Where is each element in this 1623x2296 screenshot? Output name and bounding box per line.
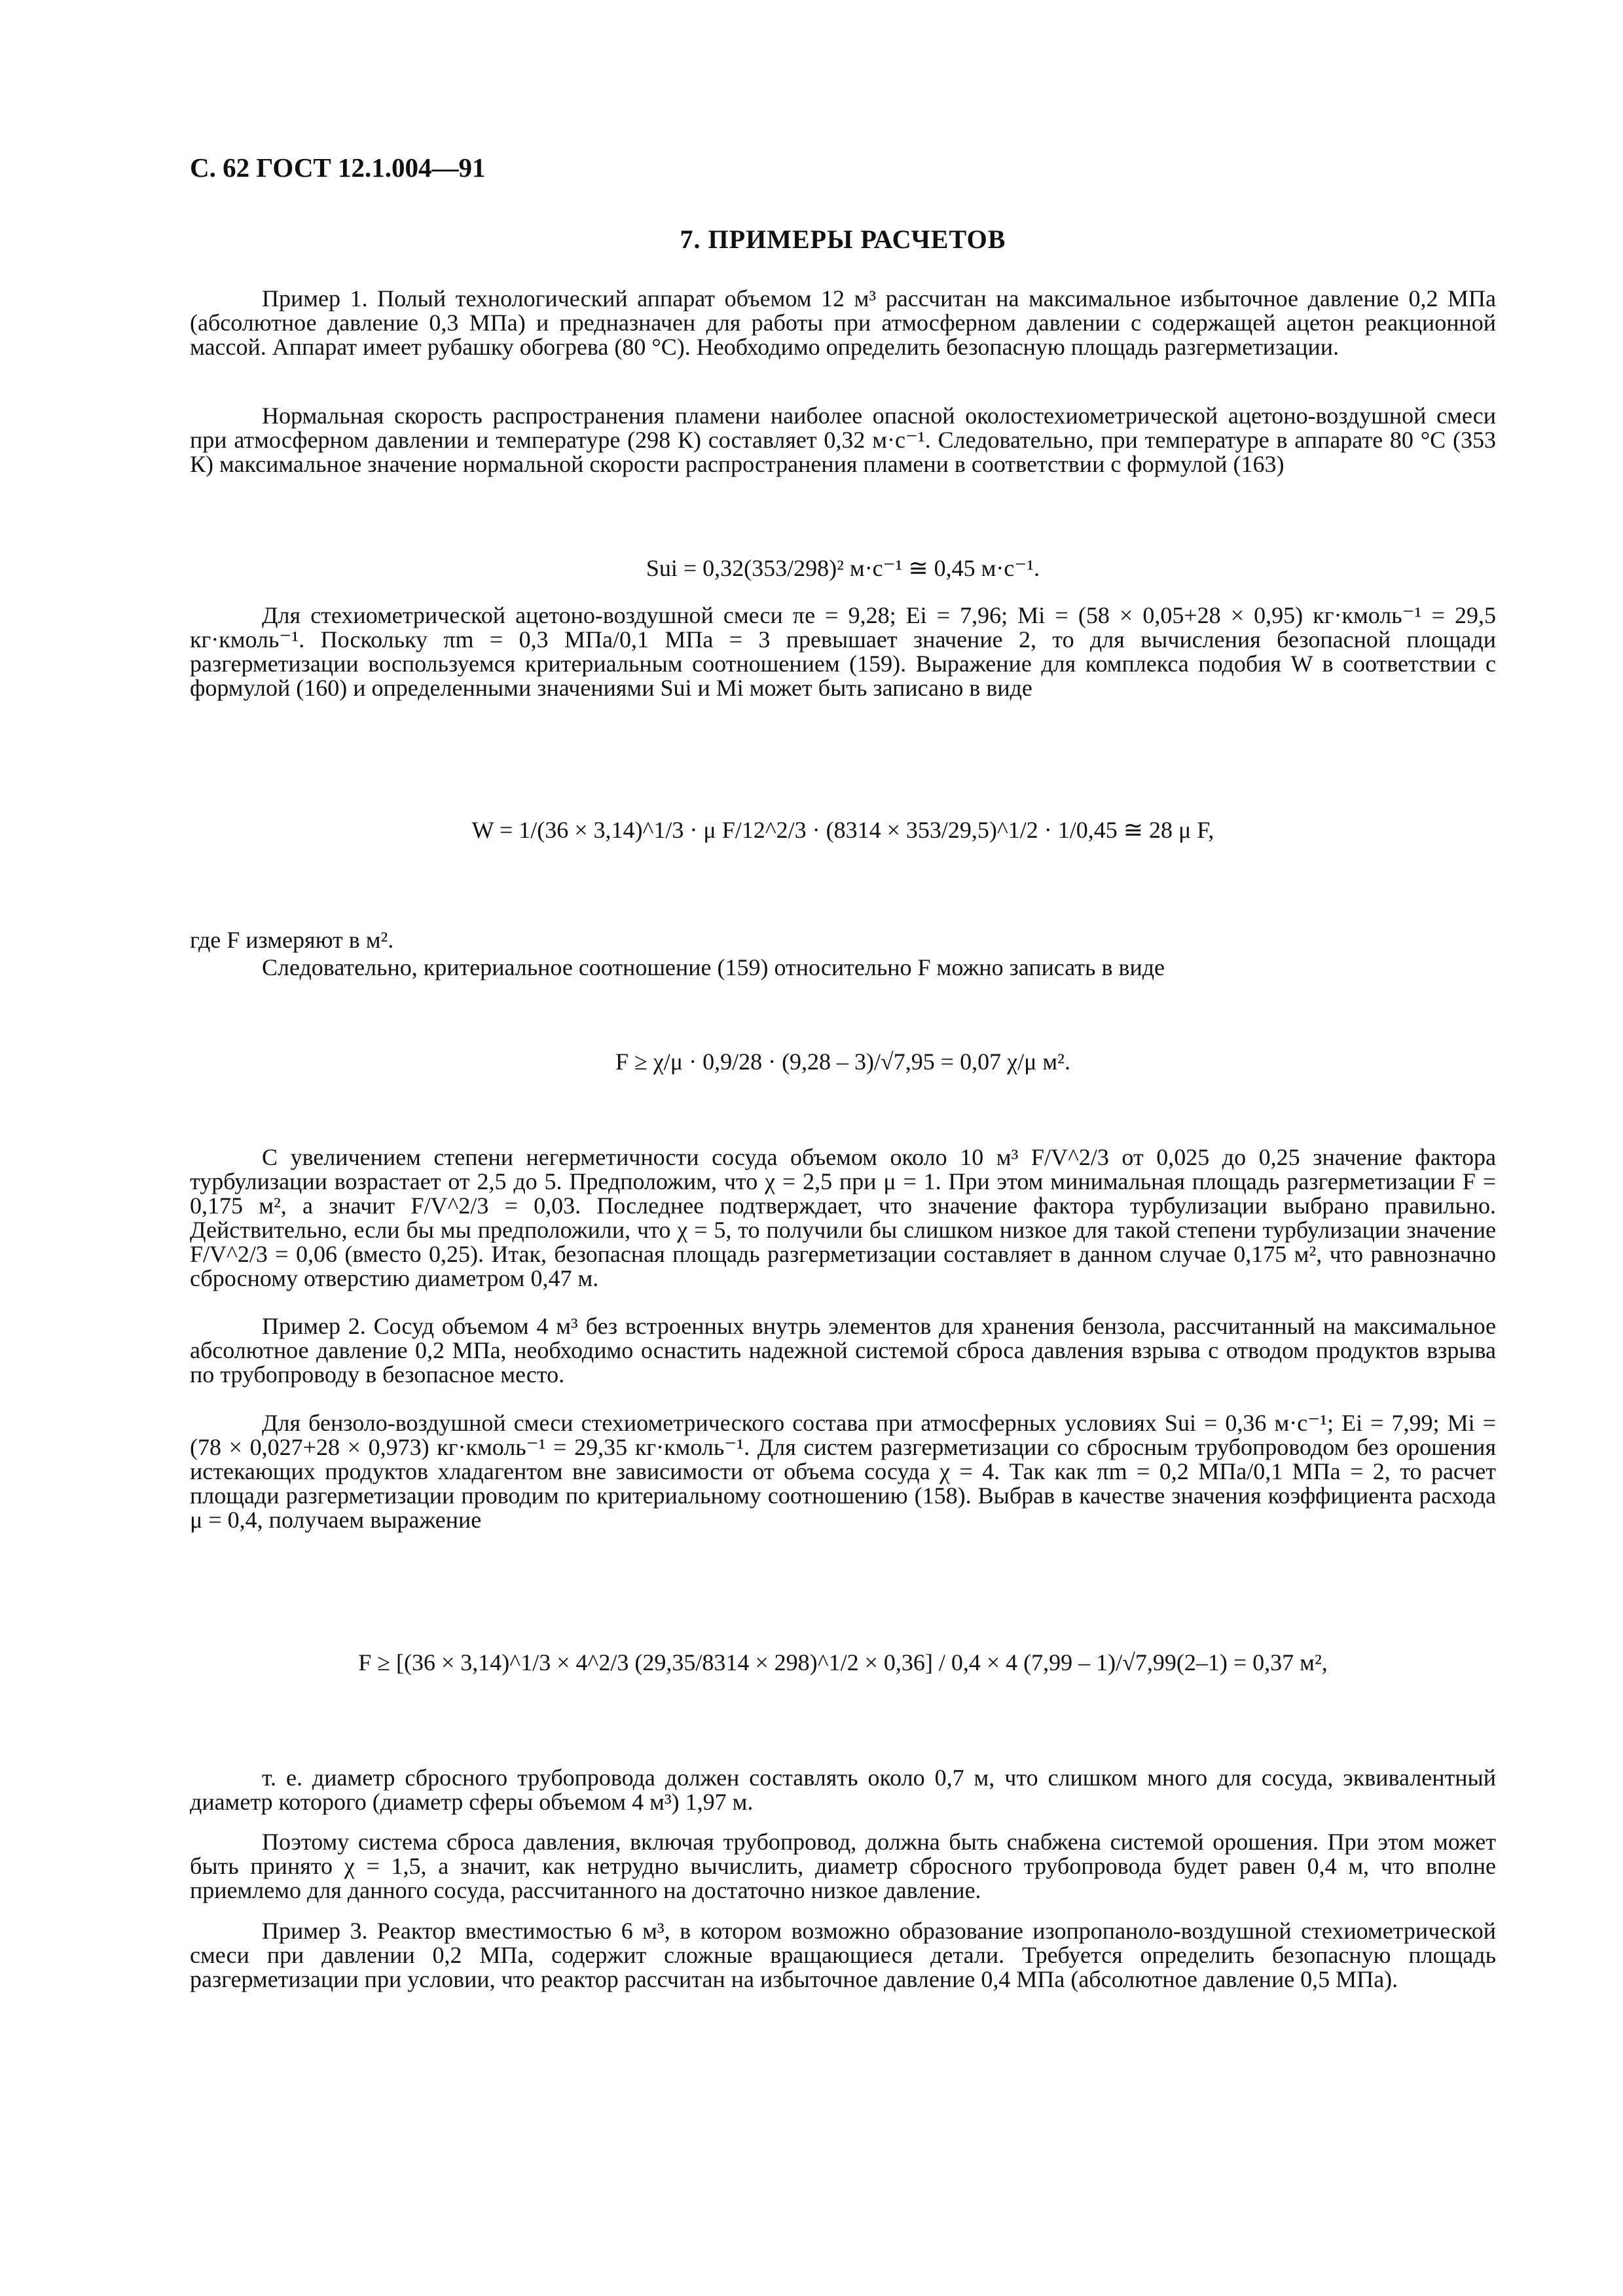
document-page [190,0,1496,2296]
example2-paragraph-4: Поэтому система сброса давления, включая трубопровод, должна быть снабжена системой орошения. При этом может быть принято χ = 1,5, а значит, как нетрудно вычислить, диаметр сбросного трубопровода будет равен 0,4 м, что вполне приемлемо для данного сосуда, рассчитанного на достаточно низкое давление. [190,1829,1496,1903]
equation-f1-text: F ≥ χ/μ · 0,9/28 · (9,28 – 3)/√7,95 = 0,07 χ/μ м². [615,1049,1070,1075]
equation-f1 [190,1049,1496,1075]
equation-f2-text: F ≥ [(36 × 3,14)^1/3 × 4^2/3 (29,35/8314 × 298)^1/2 × 0,36] / 0,4 × 4 (7,99 – 1)/√7,99(2–1) = 0,37 м², [358,1649,1328,1676]
equation-w [190,817,1496,843]
example1-paragraph-6: С увеличением степени негерметичности сосуда объемом около 10 м³ F/V^2/3 от 0,025 до 0,25 значение фактора турбулизации возрастает от 2,5 до 5. Предположим, что χ = 2,5 при μ = 1. При этом минимальная площадь разгерметизации F = 0,175 м², а значит F/V^2/3 = 0,03. Последнее подтверждает, что значение фактора турбулизации выбрано правильно. Действительно, если бы мы предположили, что χ = 5, то получили бы слишком низкое для такой степени турбулизации значение F/V^2/3 = 0,06 (вместо 0,25). Итак, безопасная площадь разгерметизации составляет в данном случае 0,175 м², что равнозначно сбросному отверстию диаметром 0,47 м. [190,1144,1496,1291]
example1-paragraph-4: где F измеряют в м². [190,927,394,953]
running-header: С. 62 ГОСТ 12.1.004—91 [190,152,486,183]
equation-w-text: W = 1/(36 × 3,14)^1/3 · μ F/12^2/3 · (8314 × 353/29,5)^1/2 · 1/0,45 ≅ 28 μ F, [471,817,1214,843]
equation-f2 [190,1649,1496,1676]
example3-paragraph-1: Пример 3. Реактор вместимостью 6 м³, в котором возможно образование изопропаноло-воздушной стехиометрической смеси при давлении 0,2 МПа, содержит сложные вращающиеся детали. Требуется определить безопасную площадь разгерметизации при условии, что реактор рассчитан на избыточное давление 0,4 МПа (абсолютное давление 0,5 МПа). [190,1918,1496,1992]
section-title: 7. ПРИМЕРЫ РАСЧЕТОВ [680,224,1006,254]
example2-paragraph-3: т. е. диаметр сбросного трубопровода должен составлять около 0,7 м, что слишком много для сосуда, эквивалентный диаметр которого (диаметр сферы объемом 4 м³) 1,97 м. [190,1765,1496,1815]
example1-paragraph-2: Нормальная скорость распространения пламени наиболее опасной околостехиометрической ацетоно-воздушной смеси при атмосферном давлении и температуре (298 К) составляет 0,32 м·с⁻¹. Следовательно, при температуре в аппарате 80 °С (353 К) максимальное значение нормальной скорости распространения пламени в соответствии с формулой (163) [190,403,1496,477]
example1-paragraph-1: Пример 1. Полый технологический аппарат объемом 12 м³ рассчитан на максимальное избыточное давление 0,2 МПа (абсолютное давление 0,3 МПа) и предназначен для работы при атмосферном давлении с содержащей ацетон реакционной массой. Аппарат имеет рубашку обогрева (80 °С). Необходимо определить безопасную площадь разгерметизации. [190,285,1496,360]
example2-paragraph-2: Для бензоло-воздушной смеси стехиометрического состава при атмосферных условиях Sui = 0,36 м·с⁻¹; Ei = 7,99; Mi = (78 × 0,027+28 × 0,973) кг·кмоль⁻¹ = 29,35 кг·кмоль⁻¹. Для систем разгерметизации со сбросным трубопроводом без орошения истекающих продуктов хладагентом вне зависимости от объема сосуда χ = 4. Так как πm = 0,2 МПа/0,1 МПа = 2, то расчет площади разгерметизации проводим по критериальному соотношению (158). Выбрав в качестве значения коэффициента расхода μ = 0,4, получаем выражение [190,1410,1496,1533]
equation-sui [190,555,1496,581]
example2-paragraph-1: Пример 2. Сосуд объемом 4 м³ без встроенных внутрь элементов для хранения бензола, рассчитанный на максимальное абсолютное давление 0,2 МПа, необходимо оснастить надежной системой сброса давления взрыва с отводом продуктов взрыва по трубопроводу в безопасное место. [190,1313,1496,1388]
example1-paragraph-3: Для стехиометрической ацетоно-воздушной смеси πe = 9,28; Ei = 7,96; Mi = (58 × 0,05+28 × 0,95) кг·кмоль⁻¹ = 29,5 кг·кмоль⁻¹. Поскольку πm = 0,3 МПа/0,1 МПа = 3 превышает значение 2, то для вычисления безопасной площади разгерметизации воспользуемся критериальным соотношением (159). Выражение для комплекса подобия W в соответствии с формулой (160) и определенными значениями Sui и Mi может быть записано в виде [190,602,1496,701]
equation-sui-text: Sui = 0,32(353/298)² м·с⁻¹ ≅ 0,45 м·с⁻¹. [646,555,1040,581]
example1-paragraph-5: Следовательно, критериальное соотношение (159) относительно F можно записать в виде [262,954,1165,980]
